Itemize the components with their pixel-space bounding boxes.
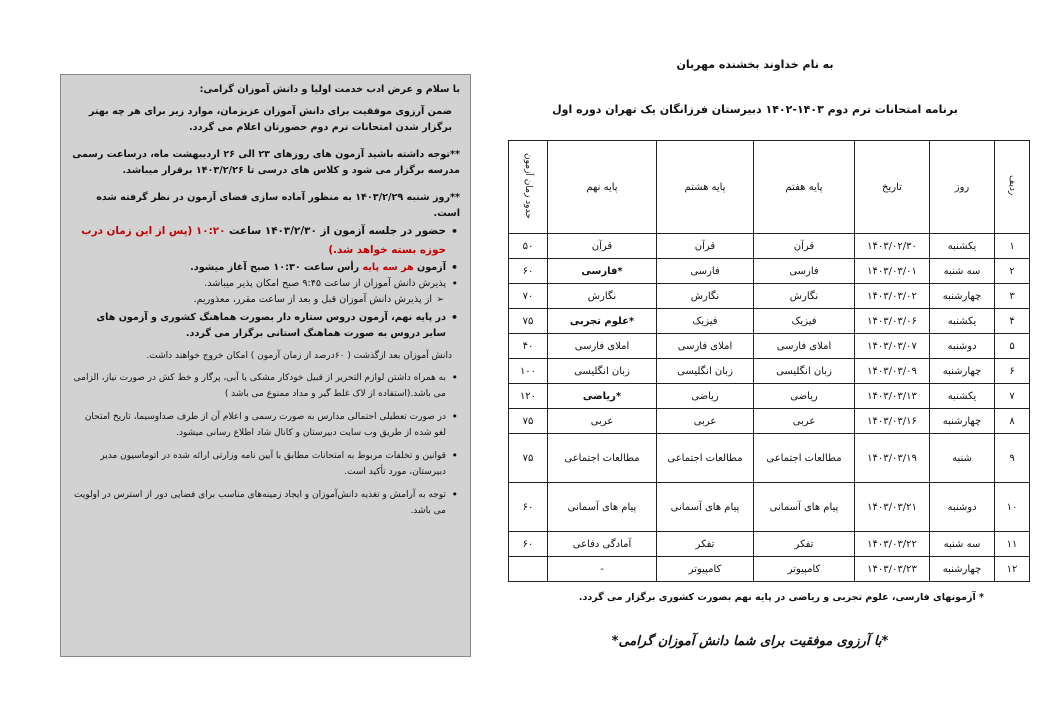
header-grade-9: پایه نهم <box>548 141 657 234</box>
notice-item-wellbeing: • توجه به آرامش و تغذیه دانش‌آموزان و ایجاد زمینه‌های مناسب برای فضایی دور از استرس در اولویت می باشد. <box>71 487 446 519</box>
grade-7-subject-cell: عربی <box>754 409 855 434</box>
exam-schedule-body <box>509 234 1030 582</box>
day-cell: دوشنبه <box>930 483 995 532</box>
notice-item-start-time <box>71 260 446 276</box>
row-number-cell: ۸ <box>995 409 1030 434</box>
grade-9-subject-cell: *علوم تجربی <box>548 309 657 334</box>
grade-7-subject-cell: قرآن <box>754 234 855 259</box>
duration-cell: ۷۵ <box>509 434 548 483</box>
grade-9-subject-cell: نگارش <box>548 284 657 309</box>
duration-cell: ۷۵ <box>509 309 548 334</box>
schedule-title: برنامه امتحانات ترم دوم ۱۴۰۳-۱۴۰۲ دبیرستان فرزانگان یک تهران دوره اول <box>552 103 958 116</box>
grade-7-subject-cell: زبان انگلیسی <box>754 359 855 384</box>
exam-notice-panel <box>60 74 471 657</box>
grade-9-subject-cell: *ریاضی <box>548 384 657 409</box>
duration-cell: ۷۰ <box>509 284 548 309</box>
grade-8-subject-cell: فیزیک <box>657 309 754 334</box>
attendance-text: حضور در جلسه آزمون از ۱۴۰۳/۲/۳۰ ساعت <box>225 225 446 237</box>
closing-wish: *با آرزوی موفقیت برای شما دانش آموزان گرامی* <box>611 634 889 649</box>
table-row <box>509 532 1030 557</box>
table-row <box>509 334 1030 359</box>
grade-9-subject-cell: عربی <box>548 409 657 434</box>
day-cell: سه شنبه <box>930 532 995 557</box>
row-number-cell: ۱ <box>995 234 1030 259</box>
table-row <box>509 284 1030 309</box>
row-number-cell: ۹ <box>995 434 1030 483</box>
date-cell: ۱۴۰۳/۰۲/۳۰ <box>855 234 930 259</box>
grade-9-subject-cell: قرآن <box>548 234 657 259</box>
date-cell: ۱۴۰۳/۰۳/۰۱ <box>855 259 930 284</box>
day-cell: چهارشنبه <box>930 409 995 434</box>
row-number-cell: ۴ <box>995 309 1030 334</box>
duration-cell: ۵۰ <box>509 234 548 259</box>
attendance-deadline: ۱۰:۲۰ (پس از این زمان درب حوزه بسته خواهد شد.) <box>81 225 446 256</box>
day-cell: شنبه <box>930 434 995 483</box>
date-cell: ۱۴۰۳/۰۳/۰۹ <box>855 359 930 384</box>
notice-item-ninth-grade: • در پایه نهم، آزمون دروس ستاره دار بصورت هماهنگ کشوری و آزمون های سایر دروس به صورت هماهنگ استانی برگزار می گردد. <box>71 310 446 342</box>
grade-7-subject-cell: ریاضی <box>754 384 855 409</box>
grade-9-subject-cell: - <box>548 557 657 582</box>
date-cell: ۱۴۰۳/۰۳/۲۱ <box>855 483 930 532</box>
row-number-cell: ۱۲ <box>995 557 1030 582</box>
table-row <box>509 434 1030 483</box>
exam-schedule-table <box>508 140 1030 582</box>
grade-9-subject-cell: زبان انگلیسی <box>548 359 657 384</box>
day-cell: چهارشنبه <box>930 557 995 582</box>
notice-item-admission-sub: ➢ از پذیرش دانش آموزان قبل و بعد از ساعت مقرر، معذوریم. <box>71 292 432 308</box>
day-cell: یکشنبه <box>930 309 995 334</box>
duration-cell: ۶۰ <box>509 483 548 532</box>
notice-item-closure: • در صورت تعطیلی احتمالی مدارس به صورت رسمی و اعلام آن از طرف صداوسیما، تاریخ امتحان لغو شده از طریق وب سایت دبیرستان و کانال شاد اطلاع رسانی میشود. <box>71 409 446 441</box>
grade-8-subject-cell: پیام های آسمانی <box>657 483 754 532</box>
duration-cell: ۶۰ <box>509 259 548 284</box>
header-duration: حدود زمان آزمون <box>509 141 548 234</box>
table-row <box>509 557 1030 582</box>
notice-note-1: **توجه داشته باشید آزمون های روزهای ۲۳ الی ۲۶ اردیبهشت ماه، درساعت رسمی مدرسه برگزار می شود و کلاس های درسی تا ۱۴۰۳/۲/۲۶ برقرار میباشد. <box>72 149 460 176</box>
day-cell: یکشنبه <box>930 384 995 409</box>
grade-7-subject-cell: فیزیک <box>754 309 855 334</box>
grade-8-subject-cell: املای فارسی <box>657 334 754 359</box>
duration-cell: ۶۰ <box>509 532 548 557</box>
schedule-footnote: * آزمونهای فارسی، علوم تجربی و ریاضی در پایه نهم بصورت کشوری برگزار می گردد. <box>578 592 984 603</box>
notice-item-attendance <box>71 222 446 260</box>
date-cell: ۱۴۰۳/۰۳/۲۳ <box>855 557 930 582</box>
notice-greeting: با سلام و عرض ادب خدمت اولیا و دانش آموزان گرامی: <box>199 84 460 95</box>
notice-note-2: **روز شنبه ۱۴۰۳/۲/۲۹ به منظور آماده سازی فضای آزمون در نظر گرفته شده است. <box>96 192 460 219</box>
table-row <box>509 234 1030 259</box>
day-cell: یکشنبه <box>930 234 995 259</box>
grade-7-subject-cell: نگارش <box>754 284 855 309</box>
duration-cell <box>509 557 548 582</box>
table-row <box>509 384 1030 409</box>
grade-9-subject-cell: پیام های آسمانی <box>548 483 657 532</box>
grade-9-subject-cell: *فارسی <box>548 259 657 284</box>
duration-cell: ۴۰ <box>509 334 548 359</box>
date-cell: ۱۴۰۳/۰۳/۱۳ <box>855 384 930 409</box>
notice-list <box>71 222 460 342</box>
day-cell: دوشنبه <box>930 334 995 359</box>
start-time-pre: آزمون <box>413 262 446 273</box>
date-cell: ۱۴۰۳/۰۳/۲۲ <box>855 532 930 557</box>
grade-8-subject-cell: تفکر <box>657 532 754 557</box>
date-cell: ۱۴۰۳/۰۳/۱۹ <box>855 434 930 483</box>
grade-8-subject-cell: فارسی <box>657 259 754 284</box>
day-cell: چهارشنبه <box>930 359 995 384</box>
grade-8-subject-cell: قرآن <box>657 234 754 259</box>
grade-9-subject-cell: آمادگی دفاعی <box>548 532 657 557</box>
table-header-row <box>509 141 1030 234</box>
grade-7-subject-cell: مطالعات اجتماعی <box>754 434 855 483</box>
row-number-cell: ۱۰ <box>995 483 1030 532</box>
start-time-grades: هر سه پایه <box>362 262 414 273</box>
grade-8-subject-cell: ریاضی <box>657 384 754 409</box>
notice-item-rules: • قوانین و تخلفات مربوط به امتحانات مطابق با آیین نامه وزارتی ارائه شده در اتوماسیون مدیر دبیرستان، مورد تأکید است. <box>71 448 446 480</box>
notice-intro: ضمن آرزوی موفقیت برای دانش آموزان عزیزمان، موارد زیر برای هر چه بهتر برگزار شدن امتحانات ترم دوم حضورتان اعلام می گردد. <box>88 106 452 133</box>
grade-8-subject-cell: زبان انگلیسی <box>657 359 754 384</box>
notice-item-stationery: • به همراه داشتن لوازم التحریر از قبیل خودکار مشکی یا آبی، پرگار و خط کش در صورت نیاز، الزامی می باشد.(استفاده از لاک غلط گیر و مداد ممنوع می باشد ) <box>71 370 446 402</box>
grade-7-subject-cell: پیام های آسمانی <box>754 483 855 532</box>
grade-8-subject-cell: عربی <box>657 409 754 434</box>
header-grade-8: پایه هشتم <box>657 141 754 234</box>
table-row <box>509 309 1030 334</box>
row-number-cell: ۱۱ <box>995 532 1030 557</box>
grade-9-subject-cell: مطالعات اجتماعی <box>548 434 657 483</box>
duration-cell: ۷۵ <box>509 409 548 434</box>
header-row-number: ردیف <box>995 141 1030 234</box>
grade-7-subject-cell: فارسی <box>754 259 855 284</box>
grade-8-subject-cell: نگارش <box>657 284 754 309</box>
notice-item-admission: • پذیرش دانش آموزان از ساعت ۹:۴۵ صبح امکان پذیر میباشد. <box>71 276 446 292</box>
grade-7-subject-cell: املای فارسی <box>754 334 855 359</box>
grade-7-subject-cell: کامپیوتر <box>754 557 855 582</box>
date-cell: ۱۴۰۳/۰۳/۰۶ <box>855 309 930 334</box>
table-row <box>509 359 1030 384</box>
page-heading-basmala: به نام خداوند بخشنده مهربان <box>676 58 834 71</box>
notice-list-2 <box>71 370 460 519</box>
header-day: روز <box>930 141 995 234</box>
row-number-cell: ۵ <box>995 334 1030 359</box>
date-cell: ۱۴۰۳/۰۳/۱۶ <box>855 409 930 434</box>
date-cell: ۱۴۰۳/۰۳/۰۲ <box>855 284 930 309</box>
table-row <box>509 483 1030 532</box>
duration-cell: ۱۲۰ <box>509 384 548 409</box>
row-number-cell: ۲ <box>995 259 1030 284</box>
row-number-cell: ۶ <box>995 359 1030 384</box>
start-time-post: رأس ساعت ۱۰:۳۰ صبح آغاز میشود. <box>190 262 363 273</box>
date-cell: ۱۴۰۳/۰۳/۰۷ <box>855 334 930 359</box>
row-number-cell: ۳ <box>995 284 1030 309</box>
day-cell: سه شنبه <box>930 259 995 284</box>
notice-exit-rule: دانش آموزان بعد ازگذشت ( ۶۰درصد از زمان آزمون ) امکان خروج خواهند داشت. <box>146 351 452 361</box>
grade-9-subject-cell: املای فارسی <box>548 334 657 359</box>
duration-cell: ۱۰۰ <box>509 359 548 384</box>
grade-7-subject-cell: تفکر <box>754 532 855 557</box>
header-grade-7: پایه هفتم <box>754 141 855 234</box>
day-cell: چهارشنبه <box>930 284 995 309</box>
table-row <box>509 409 1030 434</box>
table-row <box>509 259 1030 284</box>
grade-8-subject-cell: مطالعات اجتماعی <box>657 434 754 483</box>
row-number-cell: ۷ <box>995 384 1030 409</box>
grade-8-subject-cell: کامپیوتر <box>657 557 754 582</box>
header-date: تاریخ <box>855 141 930 234</box>
